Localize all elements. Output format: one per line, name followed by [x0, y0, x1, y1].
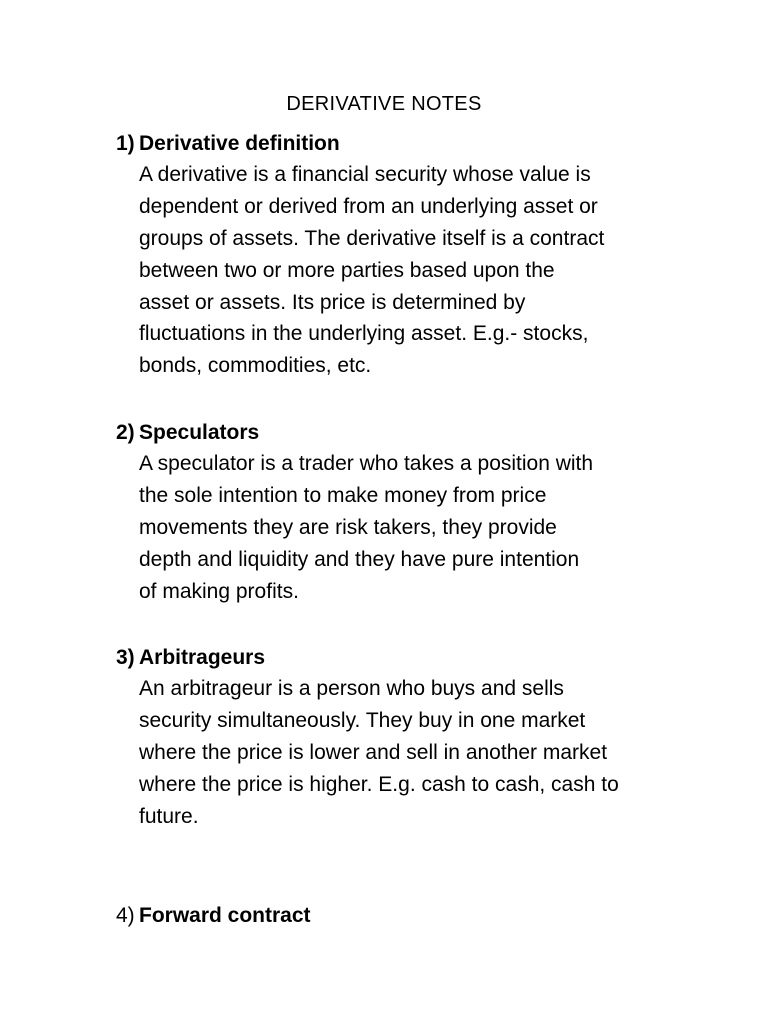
section-number: 2) [116, 421, 135, 444]
body-line: of making profits. [139, 579, 299, 603]
section-number: 4) [116, 904, 135, 927]
body-line: movements they are risk takers, they provide [139, 515, 557, 539]
body-line: security simultaneously. They buy in one market [139, 708, 586, 732]
body-line: the sole intention to make money from price [139, 483, 547, 507]
body-line: dependent or derived from an underlying asset or [139, 194, 598, 218]
body-line: An arbitrageur is a person who buys and sells [139, 677, 564, 700]
body-line: groups of assets. The derivative itself is a contract [139, 226, 605, 250]
section-derivative-definition [116, 129, 716, 382]
section-heading-text: Derivative definition [139, 132, 340, 155]
section-heading-text: Arbitrageurs [139, 646, 266, 669]
section-speculators [116, 418, 716, 607]
section-heading-text: Forward contract [139, 904, 311, 927]
body-line: where the price is higher. E.g. cash to cash, cash to [139, 772, 619, 796]
section-body [139, 673, 716, 832]
document-title: DERIVATIVE NOTES [286, 93, 482, 115]
section-body [139, 159, 716, 382]
section-arbitrageurs [116, 643, 716, 832]
body-line: where the price is lower and sell in another market [139, 740, 608, 764]
section-number: 3) [116, 646, 135, 669]
body-line: fluctuations in the underlying asset. E.g.- stocks, [139, 322, 589, 346]
section-body [139, 448, 716, 607]
body-line: asset or assets. Its price is determined by [139, 290, 526, 314]
body-line: A derivative is a financial security whose value is [139, 163, 591, 186]
section-heading [116, 129, 716, 159]
section-heading [116, 643, 716, 673]
section-heading-text: Speculators [139, 421, 260, 444]
body-line: bonds, commodities, etc. [139, 354, 372, 378]
section-forward-contract [116, 901, 716, 931]
section-number: 1) [116, 132, 135, 155]
section-heading [116, 418, 716, 448]
body-line: A speculator is a trader who takes a position with [139, 452, 594, 475]
body-line: between two or more parties based upon the [139, 258, 555, 282]
body-line: depth and liquidity and they have pure intention [139, 547, 580, 571]
section-heading [116, 901, 716, 931]
body-line: future. [139, 804, 199, 828]
